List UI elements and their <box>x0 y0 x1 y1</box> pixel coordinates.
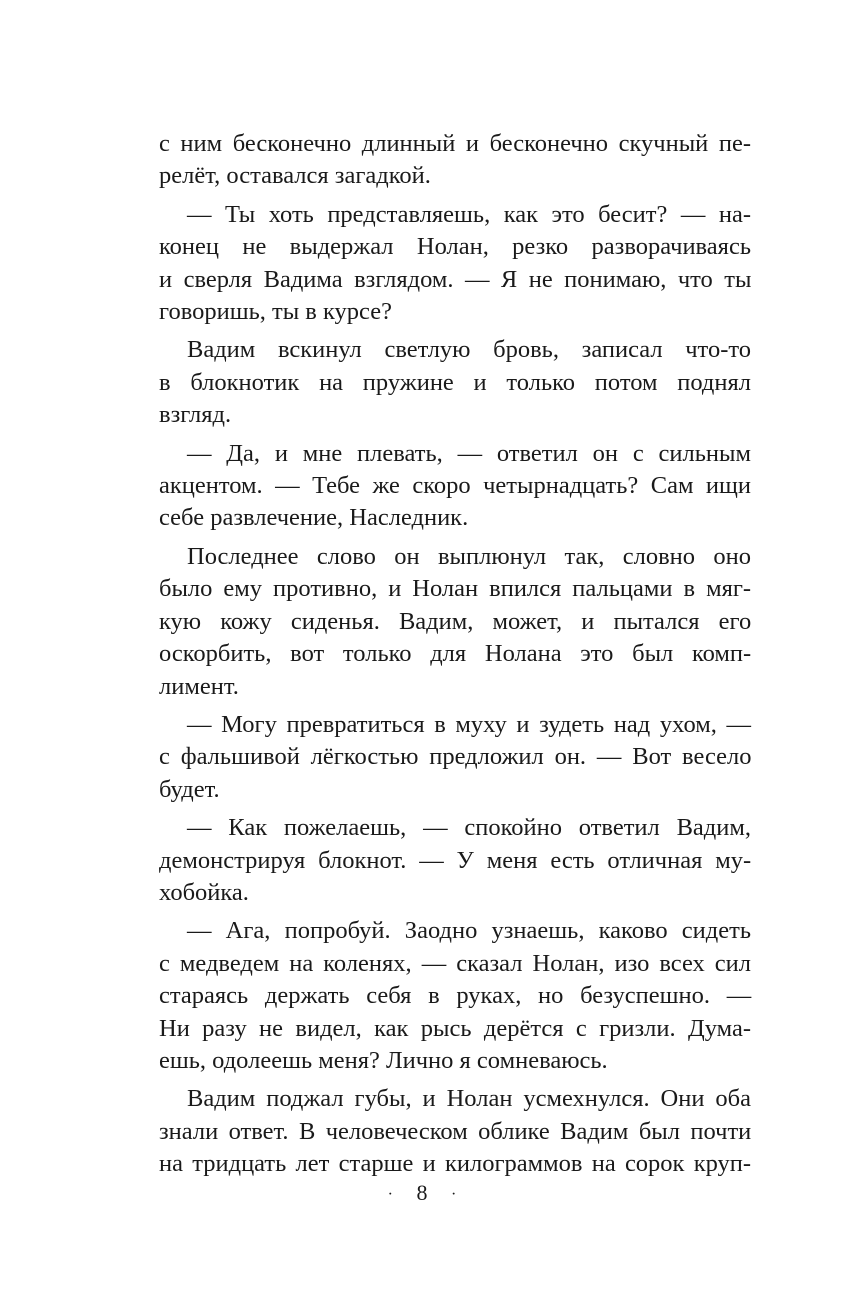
paragraph-5 <box>159 541 751 703</box>
text-line: хобойка. <box>159 878 249 906</box>
paragraph-8 <box>159 915 751 1077</box>
page-number: 8 <box>416 1180 428 1205</box>
paragraph-3 <box>159 334 751 431</box>
text-line: релёт, оставался загадкой. <box>159 162 431 190</box>
paragraph-1 <box>159 128 751 193</box>
page-number-footer <box>0 1180 844 1206</box>
text-line: конец не выдержал Нолан, резко разворачиваясь <box>159 233 751 261</box>
text-line: — Могу превратиться в муху и зудеть над ухом, — <box>187 710 751 738</box>
text-line: ешь, одолеешь меня? Лично я сомневаюсь. <box>159 1046 608 1074</box>
text-line: Вадим вскинул светлую бровь, записал что-то <box>187 336 751 364</box>
text-line: в блокнотик на пружине и только потом поднял <box>159 368 751 396</box>
text-line: было ему противно, и Нолан впился пальцами в мяг- <box>159 575 752 603</box>
body-text <box>159 128 751 1181</box>
text-line: с медведем на коленях, — сказал Нолан, изо всех сил <box>159 949 752 977</box>
text-line: себе развлечение, Наследник. <box>159 504 469 532</box>
text-line: демонстрируя блокнот. — У меня есть отличная му- <box>159 846 752 874</box>
text-line: знали ответ. В человеческом облике Вадим был почти <box>159 1117 752 1145</box>
paragraph-6 <box>159 709 751 806</box>
text-line: — Ага, попробуй. Заодно узнаешь, каково сидеть <box>187 917 751 945</box>
text-line: — Ты хоть представляешь, как это бесит? — на- <box>187 200 751 228</box>
text-line: Ни разу не видел, как рысь дерётся с гризли. Дума- <box>159 1014 751 1042</box>
text-line: Вадим поджал губы, и Нолан усмехнулся. Они оба <box>187 1085 751 1113</box>
paragraph-4 <box>159 438 751 535</box>
paragraph-9 <box>159 1083 751 1180</box>
text-line: будет. <box>159 775 220 803</box>
folio-dot-right: · <box>451 1185 457 1203</box>
text-line: акцентом. — Тебе же скоро четырнадцать? Сам ищи <box>159 472 751 500</box>
text-line: с фальшивой лёгкостью предложил он. — Вот весело <box>159 743 752 771</box>
text-line: оскорбить, вот только для Нолана это был комп- <box>159 640 752 668</box>
text-line: Последнее слово он выплюнул так, словно оно <box>187 542 751 570</box>
text-line: и сверля Вадима взглядом. — Я не понимаю, что ты <box>159 265 752 293</box>
text-line: взгляд. <box>159 401 232 429</box>
text-line: на тридцать лет старше и килограммов на сорок круп- <box>159 1150 752 1178</box>
text-line: — Как пожелаешь, — спокойно ответил Вадим, <box>187 814 751 842</box>
text-line: — Да, и мне плевать, — ответил он с сильным <box>187 439 751 467</box>
paragraph-7 <box>159 812 751 909</box>
text-line: кую кожу сиденья. Вадим, может, и пытался его <box>159 607 752 635</box>
folio-dot-left: · <box>387 1185 393 1203</box>
text-line: стараясь держать себя в руках, но безуспешно. — <box>159 982 752 1010</box>
text-line: говоришь, ты в курсе? <box>159 298 392 326</box>
text-line: лимент. <box>159 672 239 700</box>
text-line: с ним бесконечно длинный и бесконечно скучный пе- <box>159 130 751 157</box>
paragraph-2 <box>159 199 751 329</box>
